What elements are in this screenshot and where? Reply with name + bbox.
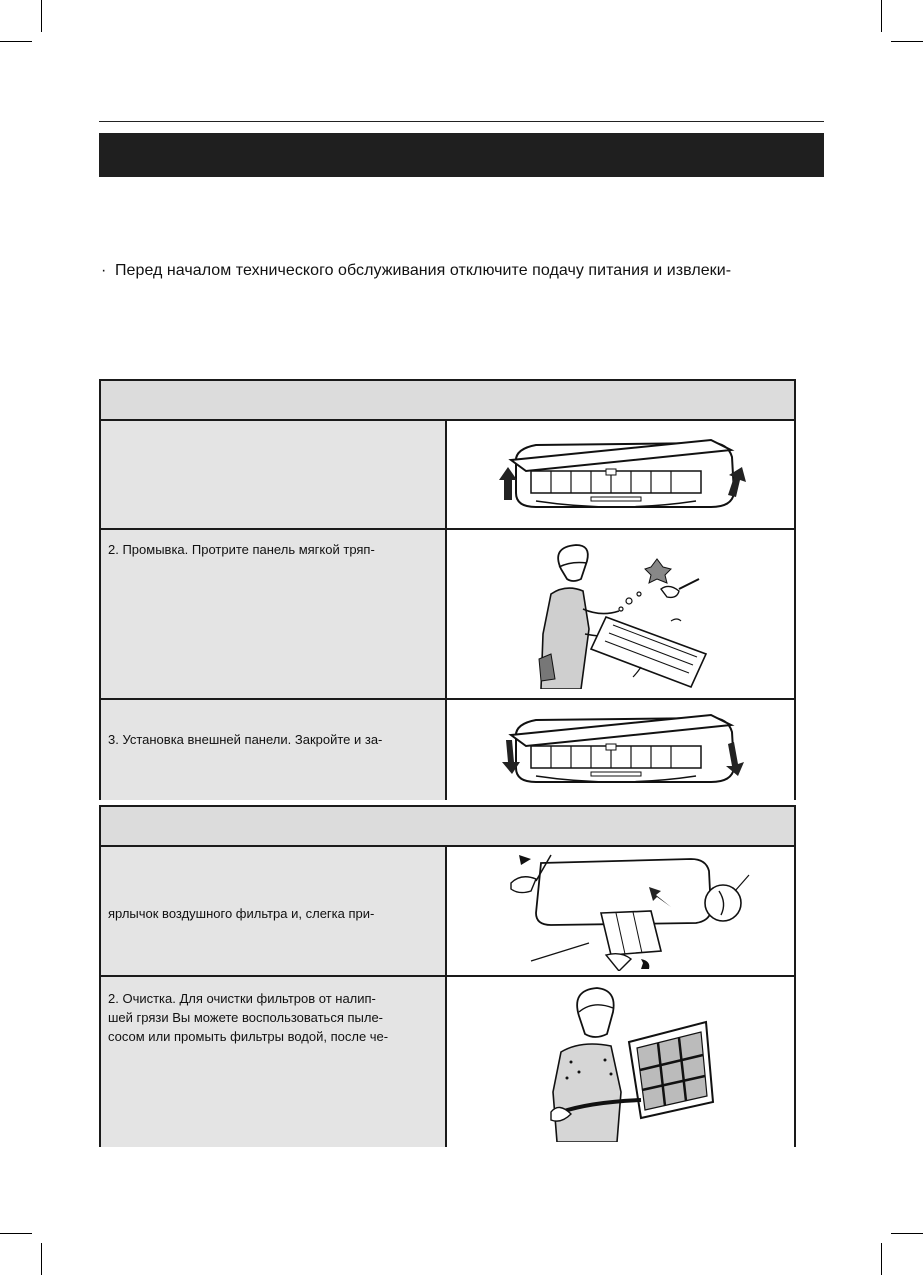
washing-panel-illustration (447, 530, 794, 698)
table-row (101, 847, 794, 977)
intro-bullet-text: Перед началом технического обслуживания отключите подачу питания и извлеки- (115, 262, 732, 279)
close-panel-illustration (447, 700, 794, 800)
panel-cleaning-table (99, 379, 796, 800)
step-text-cell (101, 977, 447, 1147)
crop-mark (891, 41, 923, 42)
person-washing-image (521, 539, 721, 689)
crop-mark (41, 1243, 42, 1275)
crop-mark (881, 0, 882, 32)
panel-section-header (101, 381, 794, 421)
filter-section-header (101, 807, 794, 847)
filter-removal-image (491, 851, 751, 971)
vacuum-filter-illustration (447, 977, 794, 1147)
step-line: сосом или промыть фильтры водой, после че- (108, 1029, 389, 1044)
header-rule (99, 121, 824, 122)
step-text-cell (101, 421, 447, 528)
crop-mark (0, 1233, 32, 1234)
step-text-cell (101, 847, 447, 975)
step-line: 3. Установка внешней панели. Закройте и за- (108, 732, 383, 747)
open-panel-illustration (447, 421, 794, 528)
step-text-cell (101, 700, 447, 800)
intro-bullet (101, 262, 731, 280)
bullet-dot: · (101, 262, 107, 279)
step-line: ярлычок воздушного фильтра и, слегка при- (108, 906, 375, 921)
crop-mark (881, 1243, 882, 1275)
filter-cleaning-table (99, 805, 796, 1147)
crop-mark (0, 41, 32, 42)
table-row (101, 421, 794, 530)
ac-unit-open-image (496, 435, 746, 515)
table-row (101, 700, 794, 800)
step-line: 2. Очистка. Для очистки фильтров от налип- (108, 991, 376, 1006)
step-line: шей грязи Вы можете воспользоваться пыле- (108, 1010, 384, 1025)
ac-unit-close-image (496, 710, 746, 790)
step-line: 2. Промывка. Протрите панель мягкой тряп- (108, 542, 375, 557)
title-bar (99, 133, 824, 177)
remove-filter-illustration (447, 847, 794, 975)
crop-mark (891, 1233, 923, 1234)
woman-cleaning-filter-image (521, 982, 721, 1142)
table-row (101, 977, 794, 1147)
crop-mark (41, 0, 42, 32)
table-row (101, 530, 794, 700)
step-text-cell (101, 530, 447, 698)
